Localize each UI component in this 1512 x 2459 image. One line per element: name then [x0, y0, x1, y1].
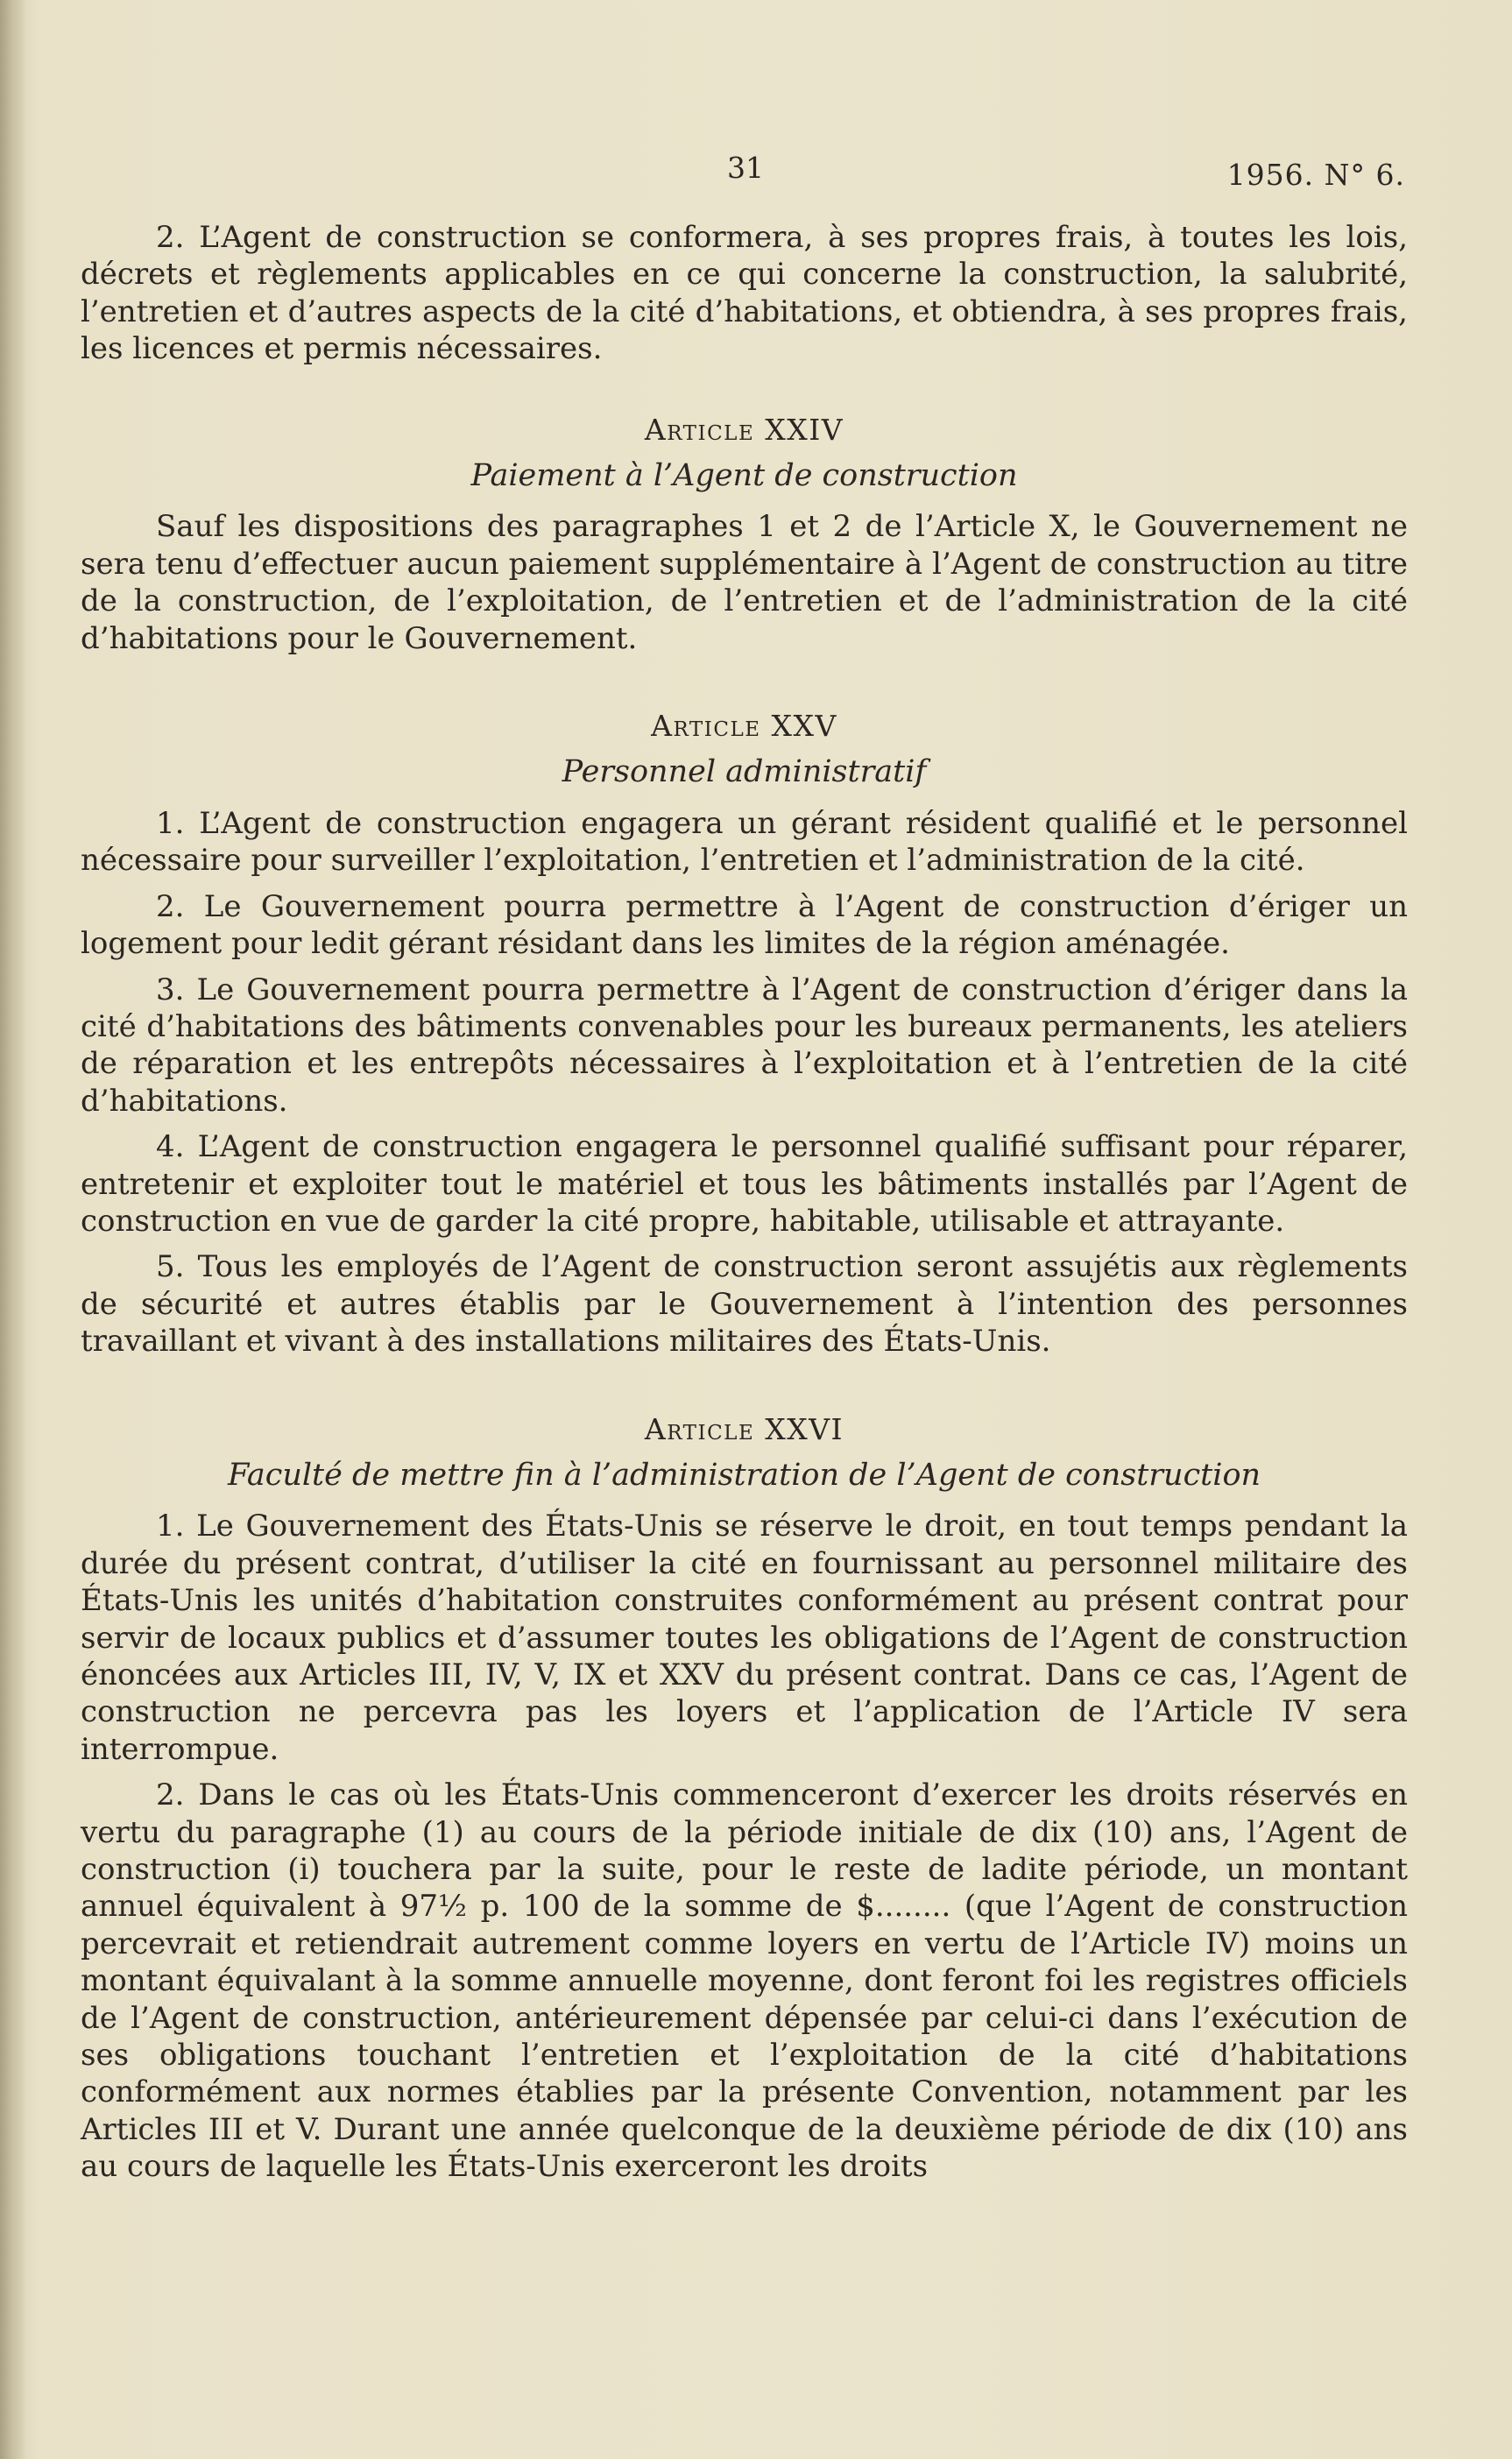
paragraph-article-xxiv-1: Sauf les dispositions des paragraphes 1 et 2 de l’Article X, le Gouvernement ne sera tenu d’effectuer aucun paiement supplémentaire à l’Agent de construction au titre de la construction, de l’exploitation, de l’entretien et de l’administration de la cité d’habitations pour le Gouvernement. — [81, 509, 1408, 656]
journal-reference: 1956. N° 6. — [1226, 158, 1405, 192]
paragraph-article-xxv-1: 1. L’Agent de construction engagera un gérant résident qualifié et le personnel nécessaire pour surveiller l’exploitation, l’entretien et l’administration de la cité. — [81, 805, 1408, 879]
paragraph-article-xxiii-2: 2. L’Agent de construction se conformera, à ses propres frais, à toutes les lois, décrets et règlements applicables en ce qui concerne la construction, la salubrité, l’entretien et d’autres aspects de la cité d’habitations, et obtiendra, à ses propres frais, les licences et permis nécessaires. — [81, 220, 1408, 367]
paragraph-article-xxv-2: 2. Le Gouvernement pourra permettre à l’Agent de construction d’ériger un logement pour ledit gérant résidant dans les limites de la région aménagée. — [81, 888, 1408, 962]
page-number: 31 — [727, 151, 764, 185]
paragraph-article-xxv-4: 4. L’Agent de construction engagera le personnel qualifié suffisant pour réparer, entretenir et exploiter tout le matériel et tous les bâtiments installés par l’Agent de construction en vue de garder la cité propre, habitable, utilisable et attrayante. — [81, 1129, 1408, 1239]
paragraph-article-xxv-5: 5. Tous les employés de l’Agent de construction seront assujétis aux règlements de sécurité et autres établis par le Gouvernement à l’intention des personnes travaillant et vivant à des installations militaires des États-Unis. — [81, 1249, 1408, 1360]
article-xxvi-heading — [81, 1411, 1408, 1448]
binding-shadow — [0, 0, 26, 2459]
article-xxv-heading-text: Article XXV — [651, 709, 837, 744]
paragraph-article-xxvi-2: 2. Dans le cas où les États-Unis commenceront d’exercer les droits réservés en vertu du paragraphe (1) au cours de la période initiale de dix (10) ans, l’Agent de construction (i) touchera par la suite, pour le reste de ladite période, un montant annuel équivalent à 97½ p. 100 de la somme de $........ (que l’Agent de construction percevrait et retiendrait autrement comme loyers en vertu de l’Article IV) moins un montant équivalant à la somme annuelle moyenne, dont feront foi les registres officiels de l’Agent de construction, antérieurement dépensée par celui-ci dans l’exécution de ses obligations touchant l’entretien et l’exploitation de la cité d’habitations conformément aux normes établies par la présente Convention, notamment par les Articles III et V. Durant une année quelconque de la deuxième période de dix (10) ans au cours de laquelle les États-Unis exerceront les droits — [81, 1777, 1408, 2185]
paragraph-article-xxvi-1: 1. Le Gouvernement des États-Unis se réserve le droit, en tout temps pendant la durée du présent contrat, d’utiliser la cité en fournissant au personnel militaire des États-Unis les unités d’habitation construites conformément au présent contrat pour servir de locaux publics et d’assumer toutes les obligations de l’Agent de construction énoncées aux Articles III, IV, V, IX et XXV du présent contrat. Dans ce cas, l’Agent de construction ne percevra pas les loyers et l’application de l’Article IV sera interrompue. — [81, 1509, 1408, 1767]
paragraph-article-xxv-3: 3. Le Gouvernement pourra permettre à l’Agent de construction d’ériger dans la cité d’habitations des bâtiments convenables pour les bureaux permanents, les ateliers de réparation et les entrepôts nécessaires à l’exploitation et à l’entretien de la cité d’habitations. — [81, 972, 1408, 1119]
document-body — [81, 219, 1408, 2194]
article-xxiv-heading — [81, 412, 1408, 449]
article-xxv-title: Personnel administratif — [562, 754, 927, 790]
article-xxv-heading — [81, 708, 1408, 745]
article-xxiv-heading-text: Article XXIV — [644, 412, 844, 447]
article-xxiv-title: Paiement à l’Agent de construction — [470, 458, 1018, 494]
article-xxvi-heading-text: Article XXVI — [644, 1411, 844, 1446]
article-xxvi-title: Faculté de mettre fin à l’administration de l’Agent de construction — [227, 1457, 1261, 1493]
page-header — [0, 151, 1512, 194]
